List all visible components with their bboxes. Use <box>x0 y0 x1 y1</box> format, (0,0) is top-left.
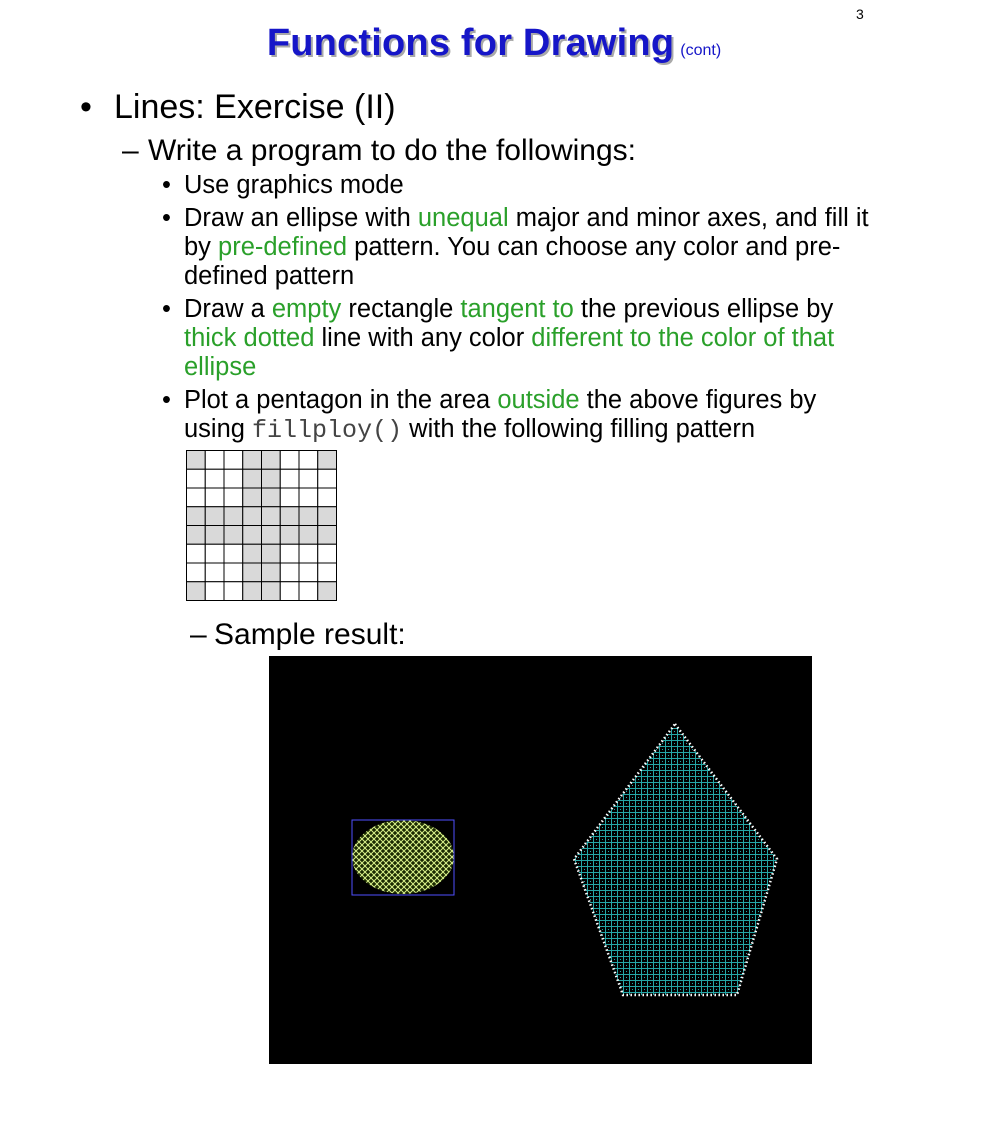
item-text <box>184 295 874 382</box>
pattern-cell <box>243 544 262 563</box>
pattern-cell <box>187 526 206 545</box>
item-text <box>184 204 874 291</box>
highlighted-text: unequal <box>417 204 509 232</box>
pattern-cell <box>187 544 206 563</box>
pattern-cell <box>299 544 318 563</box>
pattern-cell <box>318 526 337 545</box>
title-cont: (cont) <box>680 42 722 59</box>
dash-marker: – <box>122 134 139 167</box>
task-text: Write a program to do the followings: <box>148 134 637 167</box>
sample-result-screen <box>269 656 812 1064</box>
page-number: 3 <box>856 6 864 22</box>
pattern-cell <box>280 451 299 470</box>
pattern-cell <box>280 526 299 545</box>
plain-text: rectangle <box>341 295 461 323</box>
pattern-cell <box>299 526 318 545</box>
pattern-cell <box>187 507 206 526</box>
bullet-marker: • <box>162 171 171 199</box>
pattern-cell <box>205 451 224 470</box>
item-text <box>184 171 874 200</box>
pattern-cell <box>262 507 281 526</box>
pattern-cell <box>187 582 206 601</box>
pattern-cell <box>318 469 337 488</box>
plain-text: the above figures by using <box>184 386 817 443</box>
pattern-cell <box>243 563 262 582</box>
fill-pattern-grid <box>186 450 338 604</box>
pattern-cell <box>205 488 224 507</box>
highlighted-text: outside <box>497 386 580 414</box>
pattern-cell <box>224 544 243 563</box>
pattern-cell <box>299 582 318 601</box>
pattern-cell <box>224 451 243 470</box>
plain-text: Plot a pentagon in the area <box>184 386 498 414</box>
bullet-marker: • <box>162 204 171 232</box>
pattern-cell <box>224 563 243 582</box>
code-fillploy: fillploy() <box>252 416 403 445</box>
highlighted-text: thick dotted <box>184 324 315 352</box>
plain-text: major and minor axes, and fill it by <box>184 204 869 261</box>
pattern-cell <box>280 507 299 526</box>
pattern-cell <box>243 488 262 507</box>
pattern-cell <box>262 451 281 470</box>
pattern-cell <box>243 469 262 488</box>
plain-text: the previous ellipse by <box>573 295 834 323</box>
pattern-cell <box>205 526 224 545</box>
pattern-cell <box>205 469 224 488</box>
dash-marker: – <box>190 618 207 651</box>
pattern-cell <box>243 526 262 545</box>
pattern-cell <box>187 563 206 582</box>
sample-result-label: Sample result: <box>214 618 406 651</box>
plain-text: with the following filling pattern <box>402 415 756 443</box>
pattern-cell <box>262 526 281 545</box>
pattern-cell <box>299 488 318 507</box>
pattern-cell <box>299 469 318 488</box>
pattern-cell <box>280 563 299 582</box>
title-text: Functions for Drawing <box>266 22 675 64</box>
pattern-cell <box>205 563 224 582</box>
pattern-cell <box>224 488 243 507</box>
highlighted-text: tangent to <box>460 295 574 323</box>
pattern-cell <box>262 563 281 582</box>
pattern-cell <box>280 544 299 563</box>
pattern-cell <box>224 507 243 526</box>
pattern-cell <box>243 451 262 470</box>
pattern-cell <box>205 582 224 601</box>
pattern-cell <box>262 488 281 507</box>
pattern-cell <box>187 488 206 507</box>
highlighted-text: pre-defined <box>218 233 348 261</box>
pattern-cell <box>280 469 299 488</box>
pattern-cell <box>299 507 318 526</box>
pattern-cell <box>318 544 337 563</box>
pattern-cell <box>187 469 206 488</box>
pattern-cell <box>299 451 318 470</box>
pattern-cell <box>262 582 281 601</box>
pattern-cell <box>243 507 262 526</box>
pattern-cell <box>318 451 337 470</box>
plain-text: Draw a <box>184 295 272 323</box>
pattern-cell <box>205 544 224 563</box>
pattern-cell <box>318 507 337 526</box>
bullet-marker: • <box>162 386 171 414</box>
pattern-cell <box>280 488 299 507</box>
pattern-cell <box>224 526 243 545</box>
bullet-marker: • <box>80 88 92 126</box>
plain-text: Use graphics mode <box>184 171 404 199</box>
pattern-cell <box>187 451 206 470</box>
pattern-cell <box>318 582 337 601</box>
plain-text: line with any color <box>314 324 532 352</box>
item-text <box>184 386 874 445</box>
pattern-cell <box>299 563 318 582</box>
pattern-cell <box>205 507 224 526</box>
pattern-cell <box>224 582 243 601</box>
pattern-cell <box>262 469 281 488</box>
slide-title <box>0 22 988 65</box>
pattern-cell <box>318 563 337 582</box>
pattern-cell <box>318 488 337 507</box>
plain-text: pattern. You can choose any color and pre-defined pattern <box>184 233 841 290</box>
pattern-cell <box>262 544 281 563</box>
pattern-cell <box>280 582 299 601</box>
bullet-marker: • <box>162 295 171 323</box>
pattern-cell <box>224 469 243 488</box>
highlighted-text: empty <box>271 295 342 323</box>
pattern-cell <box>243 582 262 601</box>
heading-text: Lines: Exercise (II) <box>114 88 396 126</box>
plain-text: Draw an ellipse with <box>184 204 418 232</box>
filled-ellipse <box>352 820 454 894</box>
highlighted-text: different to the color of that ellipse <box>184 324 835 381</box>
